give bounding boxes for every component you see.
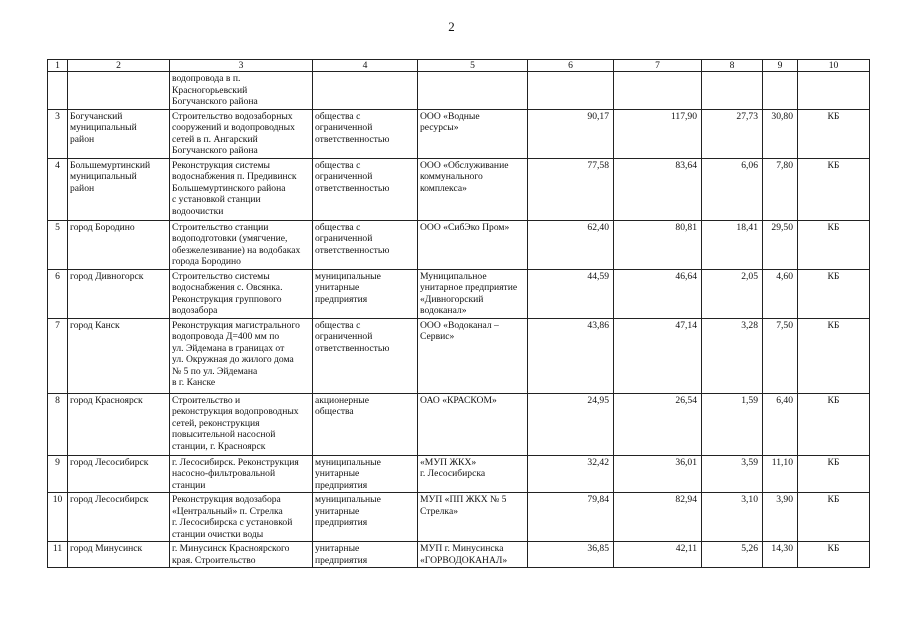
page-number: 2 [448,19,455,34]
row-number-cell: 10 [48,493,68,542]
value-cell-6: 43,86 [528,318,614,393]
org-form-cell-line: общества с [315,221,361,233]
project-cell-line: Богучанского района [172,96,258,107]
value-cell-9: 6,40 [763,393,798,455]
value-cell-9: 14,30 [763,542,798,568]
municipality-cell-line: город Красноярск [70,394,143,406]
project-cell-line: Строительство системы [172,270,270,282]
org-form-cell [313,318,418,393]
column-number-row [48,60,870,72]
value-cell-6: 79,84 [528,493,614,542]
value-cell-7 [614,72,702,110]
value-cell-6: 24,95 [528,393,614,455]
organization-cell [418,318,528,393]
table-row [48,455,870,493]
row-number-cell: 5 [48,220,68,269]
project-cell-line: станции очистки воды [172,528,264,540]
org-form-cell-line: ответственностью [315,133,390,145]
project-cell-line: водопровода в п. [172,73,241,84]
funding-source-cell: КБ [798,455,870,493]
project-cell [170,220,313,269]
organization-cell-line: ООО «СибЭко Пром» [420,221,510,233]
row-number-cell: 8 [48,393,68,455]
project-cell-line: водоснабжения с. Овсянка. [172,282,283,293]
org-form-cell [313,220,418,269]
value-cell-9: 7,80 [763,158,798,220]
table-row [48,542,870,568]
project-cell-line: водоочистки [172,205,224,217]
org-form-cell-line: муниципальные [315,270,381,282]
value-cell-9: 7,50 [763,318,798,393]
project-cell-line: края. Строительство [172,554,256,566]
project-cell [170,542,313,568]
organization-cell [418,220,528,269]
table-row [48,109,870,158]
value-cell-7: 36,01 [614,455,702,493]
project-cell-line: станции [172,479,206,491]
value-cell-7: 42,11 [614,542,702,568]
value-cell-7: 117,90 [614,109,702,158]
municipality-cell [68,393,170,455]
org-form-cell-line: общества с [315,159,361,171]
org-form-cell [313,455,418,493]
org-form-cell-line: предприятия [315,293,368,305]
organization-cell-line: «МУП ЖКХ» [420,456,477,468]
column-header: 2 [68,60,170,72]
value-cell-6: 90,17 [528,109,614,158]
funding-source-cell [798,72,870,110]
project-cell-line: водоподготовки (умягчение, [172,233,288,244]
table-row [48,158,870,220]
value-cell-7: 26,54 [614,393,702,455]
project-cell-line: ул. Окружная до жилого дома [172,354,294,365]
value-cell-8: 6,06 [702,158,763,220]
value-cell-8 [702,72,763,110]
investment-table [47,59,870,568]
value-cell-9: 3,90 [763,493,798,542]
row-number-cell: 11 [48,542,68,568]
org-form-cell [313,72,418,110]
municipality-cell [68,158,170,220]
organization-cell [418,109,528,158]
org-form-cell-line: общества [315,406,354,417]
municipality-cell-line: город Минусинск [70,543,143,554]
org-form-cell-line: ответственностью [315,244,390,256]
column-header: 1 [48,60,68,72]
table-row [48,269,870,318]
project-cell-line: реконструкция водопроводных [172,406,299,417]
value-cell-8: 2,05 [702,269,763,318]
municipality-cell-line: город Канск [70,319,120,331]
organization-cell-line: коммунального [420,171,483,182]
project-cell-line: повысительной насосной [172,429,276,440]
project-cell [170,318,313,393]
org-form-cell-line: унитарные [315,543,360,554]
value-cell-8: 5,26 [702,542,763,568]
org-form-cell-line: предприятия [315,554,368,566]
project-cell [170,493,313,542]
column-header: 6 [528,60,614,72]
organization-cell-line: ОАО «КРАСКОМ» [420,394,497,406]
municipality-cell-line: Большемуртинский [70,159,151,171]
project-cell-line: Богучанского района [172,145,258,156]
org-form-cell-line: ограниченной [315,122,373,133]
municipality-cell [68,220,170,269]
column-header: 9 [763,60,798,72]
project-cell-line: «Центральный» п. Стрелка [172,505,283,517]
organization-cell-line: МУП «ПП ЖКХ № 5 [420,494,507,505]
project-cell-line: Реконструкция водозабора [172,494,281,505]
value-cell-6: 44,59 [528,269,614,318]
value-cell-8: 3,10 [702,493,763,542]
column-header: 4 [313,60,418,72]
municipality-cell-line: район [70,182,95,194]
org-form-cell [313,269,418,318]
organization-cell [418,542,528,568]
table-row [48,220,870,269]
column-header: 10 [798,60,870,72]
funding-source-cell: КБ [798,393,870,455]
org-form-cell-line: унитарные [315,282,360,293]
org-form-cell-line: общества с [315,319,361,331]
organization-cell [418,72,528,110]
row-number-cell [48,72,68,110]
column-header: 5 [418,60,528,72]
column-header: 3 [170,60,313,72]
project-cell-line: сооружений и водопроводных [172,122,295,133]
value-cell-8: 27,73 [702,109,763,158]
row-number-cell: 9 [48,455,68,493]
organization-cell [418,455,528,493]
table-row [48,393,870,455]
funding-source-cell: КБ [798,109,870,158]
value-cell-9: 11,10 [763,455,798,493]
municipality-cell-line: город Лесосибирск [70,456,149,468]
organization-cell [418,269,528,318]
municipality-cell [68,542,170,568]
project-cell [170,393,313,455]
project-cell [170,72,313,110]
value-cell-6 [528,72,614,110]
org-form-cell-line: общества с [315,110,361,122]
project-cell-line: сетей в п. Ангарский [172,133,258,145]
row-number-cell: 3 [48,109,68,158]
org-form-cell-line: муниципальные [315,494,381,505]
project-cell-line: ул. Эйдемана в границах от [172,342,285,354]
organization-cell-line: Сервис» [420,331,455,342]
project-cell-line: Большемуртинского района [172,182,286,194]
organization-cell-line: «Дивногорский [420,293,484,305]
org-form-cell [313,493,418,542]
project-cell-line: Реконструкция магистрального [172,319,300,331]
organization-cell-line: ООО «Водоканал – [420,319,499,331]
value-cell-7: 46,64 [614,269,702,318]
column-header: 7 [614,60,702,72]
project-cell-line: № 5 по ул. Эйдемана [172,365,258,377]
organization-cell [418,393,528,455]
project-cell-line: станции, г. Красноярск [172,440,266,452]
organization-cell-line: «ГОРВОДОКАНАЛ» [420,554,508,566]
row-number-cell: 4 [48,158,68,220]
org-form-cell-line: ограниченной [315,331,373,342]
project-cell-line: г. Минусинск Красноярского [172,543,290,554]
value-cell-9: 30,80 [763,109,798,158]
project-cell-line: города Бородино [172,256,241,267]
org-form-cell-line: унитарные [315,468,360,479]
org-form-cell-line: предприятия [315,479,368,491]
organization-cell [418,158,528,220]
value-cell-7: 82,94 [614,493,702,542]
funding-source-cell: КБ [798,158,870,220]
organization-cell-line: г. Лесосибирска [420,468,486,479]
column-header: 8 [702,60,763,72]
project-cell-line: Реконструкция группового [172,293,282,305]
project-cell-line: Строительство и [172,394,241,406]
project-cell-line: Строительство станции [172,221,269,233]
project-cell-line: водоснабжения п. Предивинск [172,171,297,182]
table-row [48,72,870,110]
org-form-cell-line: ответственностью [315,182,390,194]
row-number-cell: 6 [48,269,68,318]
organization-cell-line: Стрелка» [420,505,458,517]
org-form-cell-line: муниципальные [315,456,381,468]
value-cell-8: 18,41 [702,220,763,269]
funding-source-cell: КБ [798,220,870,269]
municipality-cell-line: район [70,133,95,145]
value-cell-6: 62,40 [528,220,614,269]
municipality-cell [68,72,170,110]
project-cell-line: водопровода Д=400 мм по [172,331,280,342]
value-cell-9 [763,72,798,110]
municipality-cell [68,493,170,542]
value-cell-7: 80,81 [614,220,702,269]
org-form-cell-line: ограниченной [315,171,373,182]
value-cell-8: 3,59 [702,455,763,493]
funding-source-cell: КБ [798,269,870,318]
value-cell-8: 1,59 [702,393,763,455]
project-cell-line: в г. Канске [172,377,216,388]
value-cell-6: 77,58 [528,158,614,220]
row-number-cell: 7 [48,318,68,393]
funding-source-cell: КБ [798,493,870,542]
organization-cell-line: ООО «Водные [420,110,480,122]
project-cell-line: г. Лесосибирск. Реконструкция [172,456,299,468]
value-cell-6: 32,42 [528,455,614,493]
project-cell-line: Строительство водозаборных [172,110,293,122]
project-cell-line: Красногорьевский [172,84,248,96]
org-form-cell [313,393,418,455]
organization-cell-line: унитарное предприятие [420,282,518,293]
municipality-cell [68,109,170,158]
org-form-cell [313,158,418,220]
value-cell-9: 4,60 [763,269,798,318]
project-cell-line: обезжелезивание) на водобаках [172,244,301,256]
org-form-cell-line: акционерные [315,394,370,406]
org-form-cell-line: предприятия [315,517,368,528]
project-cell-line: с установкой станции [172,194,261,205]
project-cell-line: насосно-фильтровальной [172,468,276,479]
project-cell-line: сетей, реконструкция [172,417,260,429]
table-row [48,493,870,542]
org-form-cell [313,109,418,158]
funding-source-cell: КБ [798,318,870,393]
municipality-cell-line: муниципальный [70,171,137,182]
municipality-cell [68,318,170,393]
organization-cell-line: Муниципальное [420,270,487,282]
table-row [48,318,870,393]
org-form-cell [313,542,418,568]
value-cell-7: 47,14 [614,318,702,393]
project-cell [170,455,313,493]
municipality-cell-line: город Лесосибирск [70,494,149,505]
project-cell [170,269,313,318]
municipality-cell-line: Богучанский [70,110,123,122]
organization-cell-line: комплекса» [420,182,467,194]
project-cell [170,109,313,158]
project-cell-line: Реконструкция системы [172,159,270,171]
org-form-cell-line: ответственностью [315,342,390,354]
organization-cell-line: ресурсы» [420,122,459,133]
organization-cell-line: МУП г. Минусинска [420,543,504,554]
municipality-cell [68,455,170,493]
org-form-cell-line: унитарные [315,505,360,517]
value-cell-7: 83,64 [614,158,702,220]
municipality-cell-line: муниципальный [70,122,137,133]
municipality-cell-line: город Бородино [70,221,135,233]
value-cell-9: 29,50 [763,220,798,269]
project-cell [170,158,313,220]
funding-source-cell: КБ [798,542,870,568]
municipality-cell-line: город Дивногорск [70,270,144,282]
org-form-cell-line: ограниченной [315,233,373,244]
municipality-cell [68,269,170,318]
organization-cell-line: водоканал» [420,305,467,316]
project-cell-line: водозабора [172,305,218,316]
value-cell-6: 36,85 [528,542,614,568]
project-cell-line: г. Лесосибирска с установкой [172,517,293,528]
organization-cell-line: ООО «Обслуживание [420,159,509,171]
organization-cell [418,493,528,542]
value-cell-8: 3,28 [702,318,763,393]
